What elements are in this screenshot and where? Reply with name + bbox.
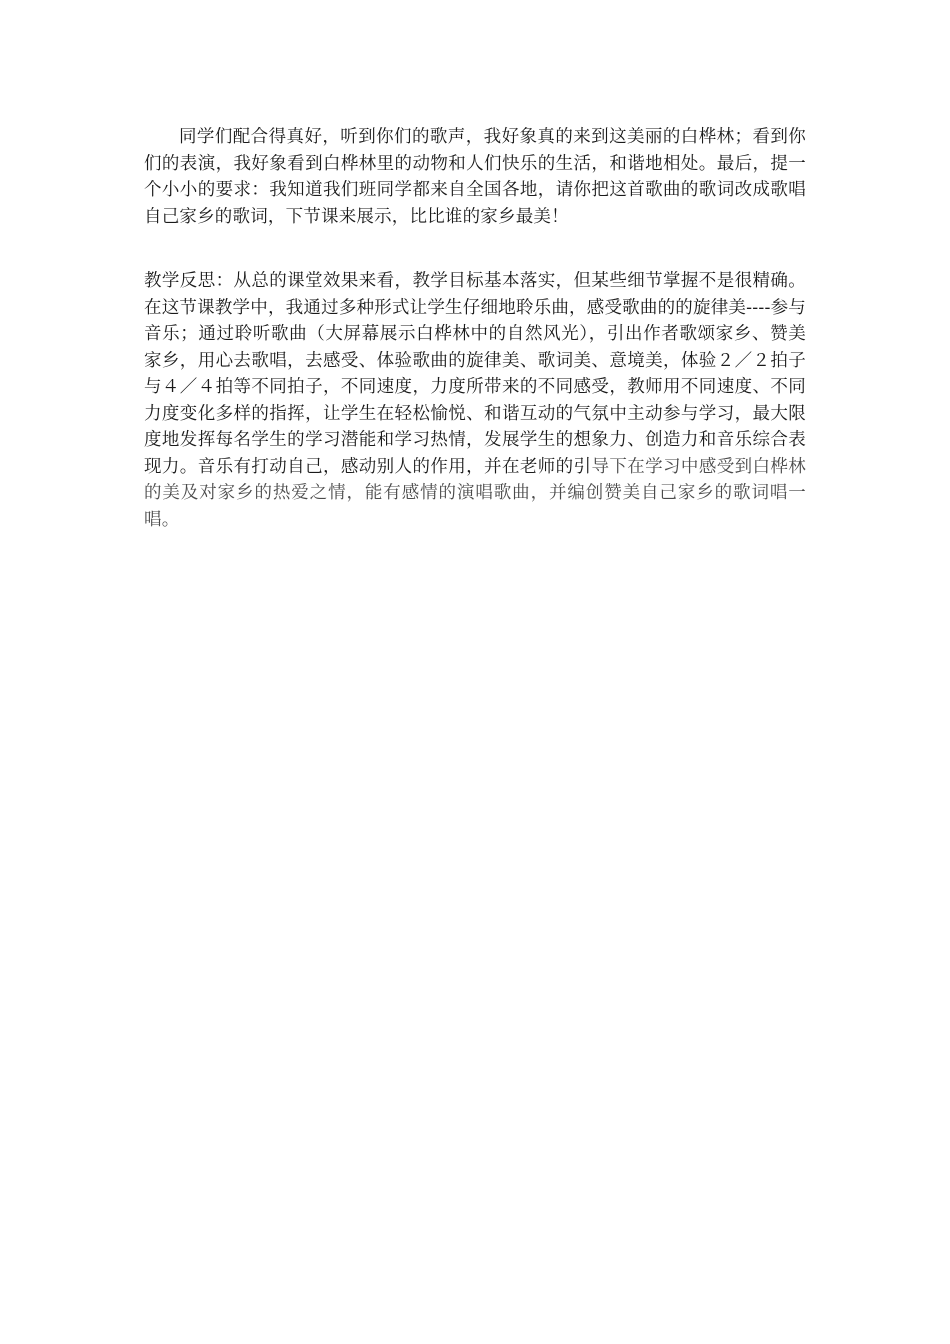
teaching-reflection-main-text: 教学反思：从总的课堂效果来看，教学目标基本落实，但某些细节掌握不是很精确。在这节课教学中，我通过多种形式让学生仔细地聆乐曲，感受歌曲的的旋律美----参与音乐；通过聆听歌曲（大屏幕展示白桦林中的自然风光），引出作者歌颂家乡、赞美家乡，用心去歌唱，去感受、体验歌曲的旋律美、歌词美、意境美，体验２／２拍子与４／４拍等不同拍子，不同速度，力度所带来的不同感受，教师用不同速度、不同力度变化多样的指挥，让学生在轻松愉悦、和谐互动的气氛中主动参与学习，最大限度地发挥每名学生的学习潜能和学习热情，发展学生的想象力、创造力和音乐综合表现力。音乐有打动自己，感动别人的作用，并在老师的引 (144, 271, 806, 477)
teaching-reflection-tail-text: 导下在学习中感受到白桦林的美及对家乡的热爱之情，能有感情的演唱歌曲，并编创赞美自己家乡的歌词唱一唱。 (144, 456, 807, 530)
closing-remarks-paragraph: 同学们配合得真好，听到你们的歌声，我好象真的来到这美丽的白桦林；看到你们的表演，我好象看到白桦林里的动物和人们快乐的生活，和谐地相处。最后，提一个小小的要求：我知道我们班同学都来自全国各地，请你把这首歌曲的歌词改成歌唱自己家乡的歌词，下节课来展示，比比谁的家乡最美！ (144, 127, 806, 227)
teaching-reflection-paragraph (144, 268, 806, 533)
